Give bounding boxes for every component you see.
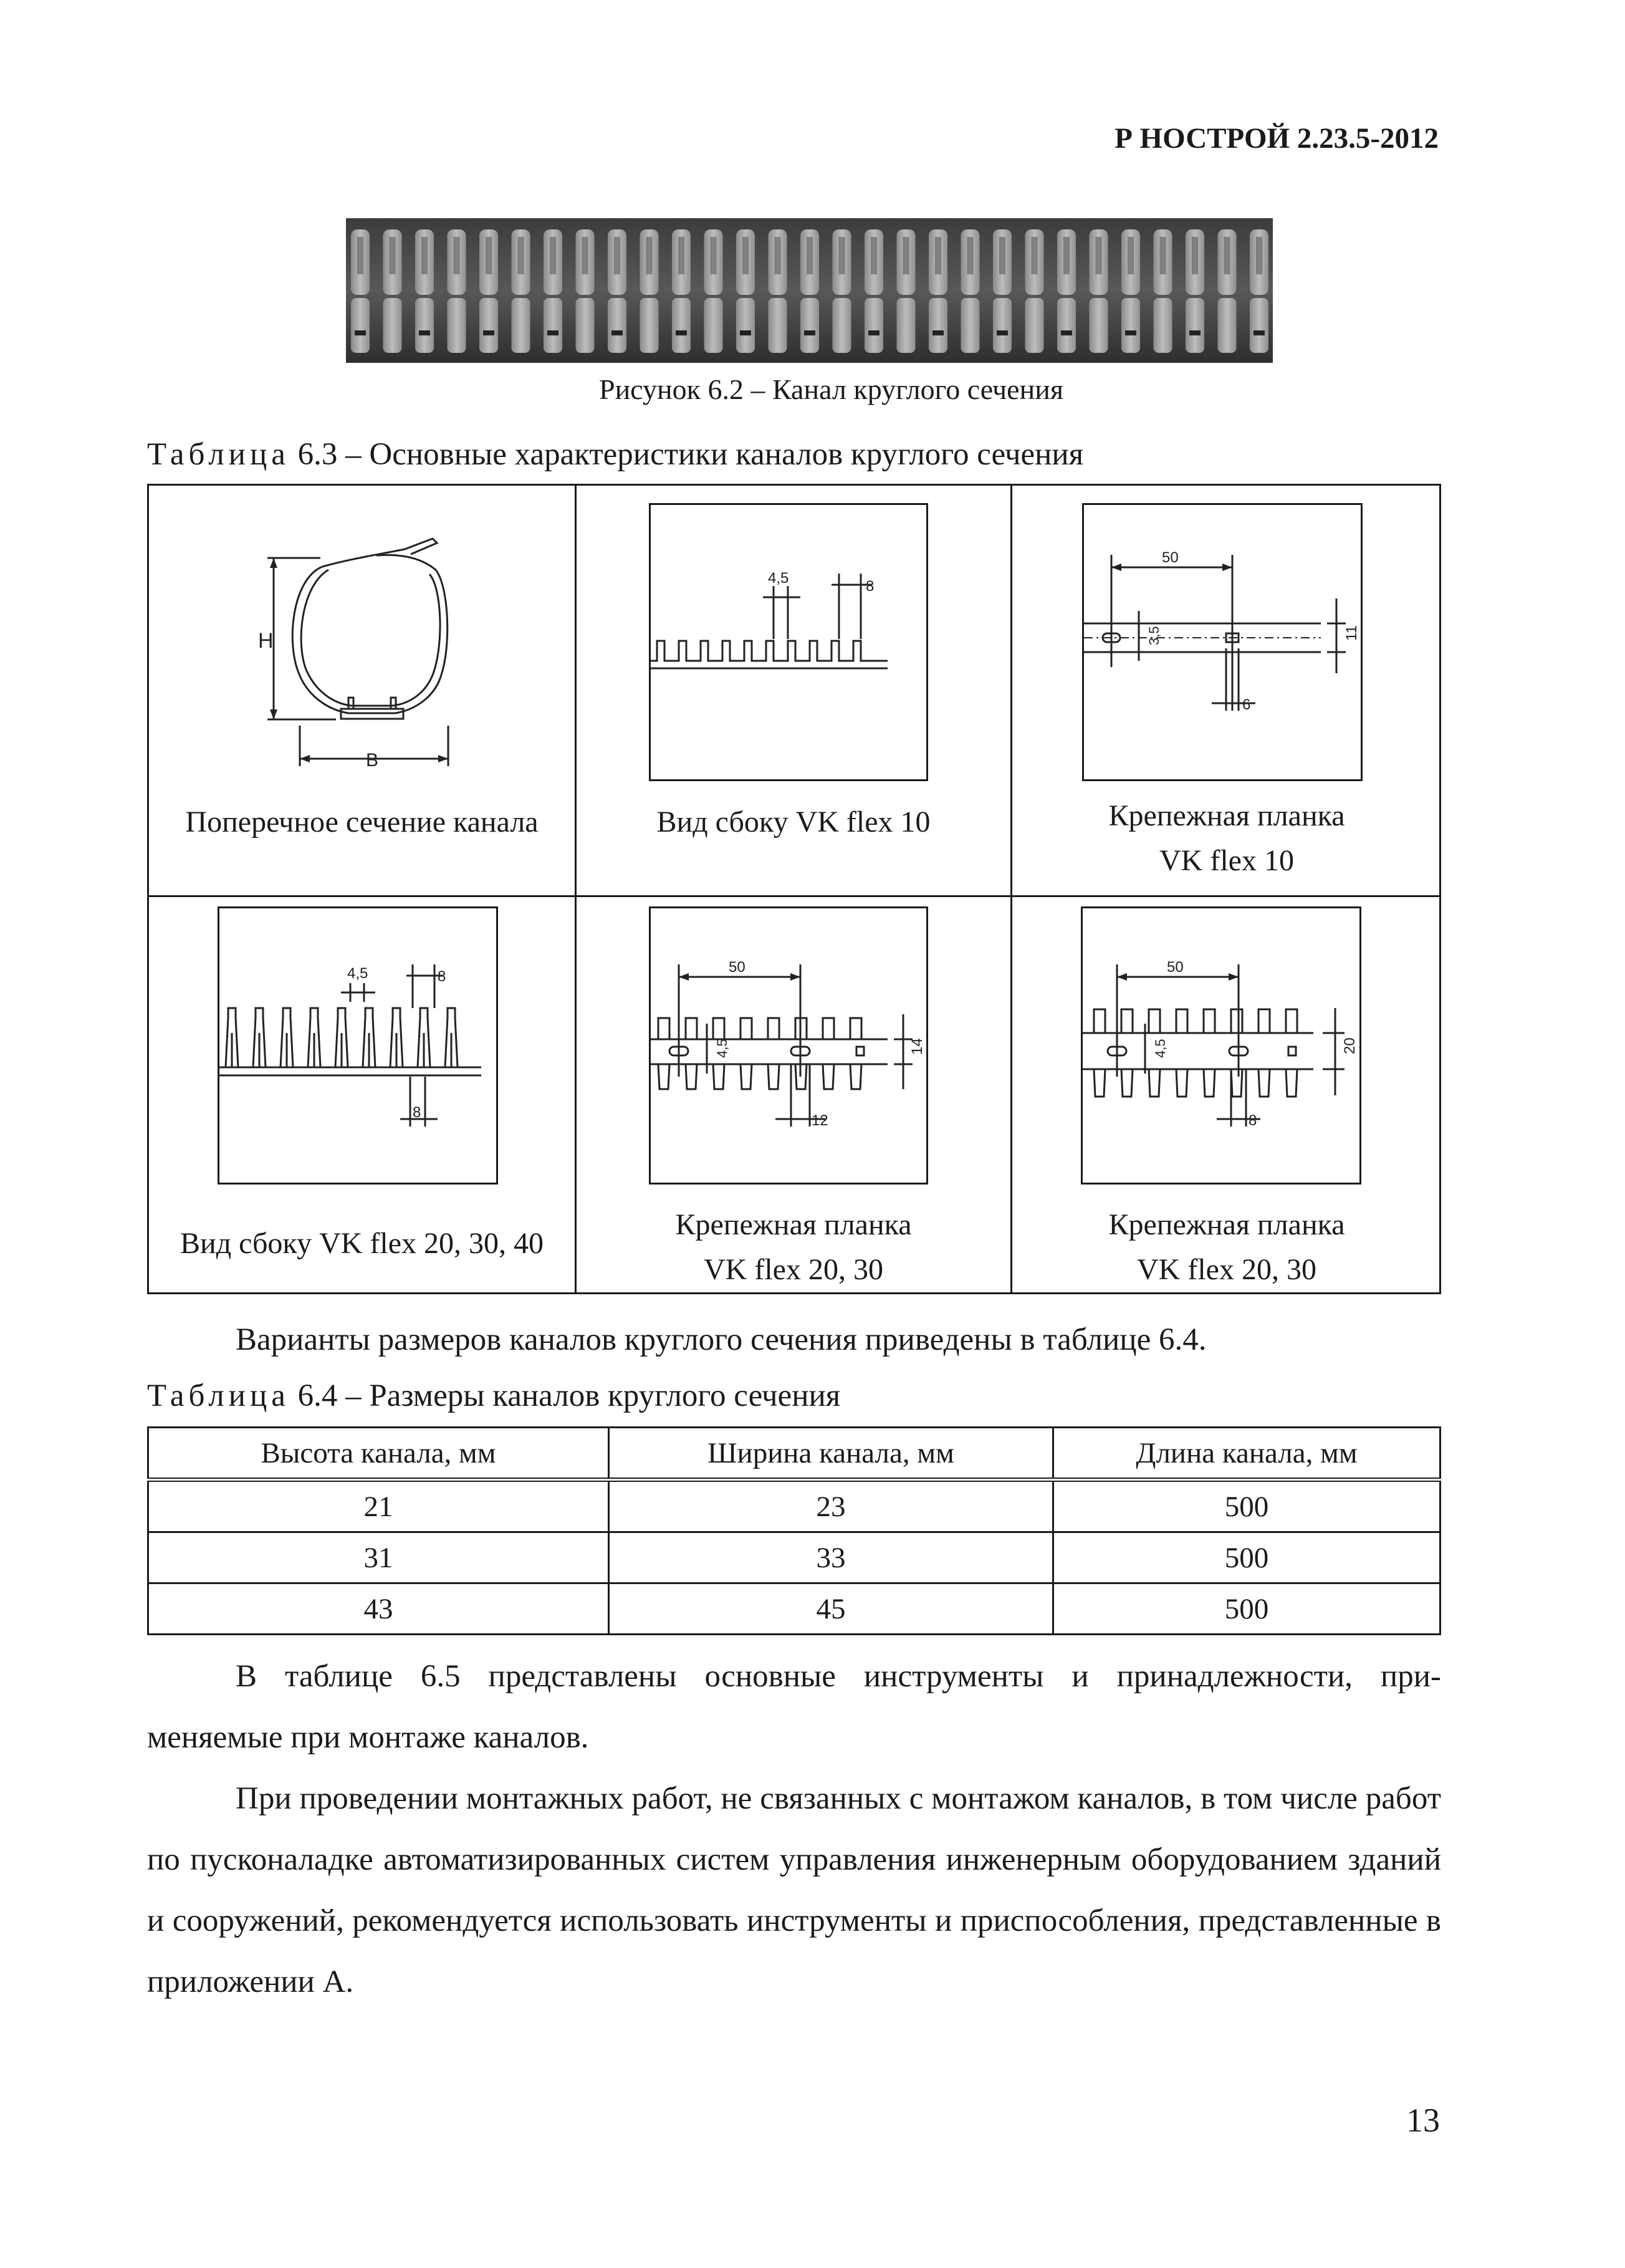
cell-height: 43: [148, 1583, 609, 1635]
cell-length: 500: [1053, 1480, 1440, 1532]
table-caption-prefix: Таблица: [147, 437, 290, 472]
paragraph-works: При проведении монтажных работ, не связанных с монтажом каналов, в том числе работ по пусконаладке автоматизированных систем управления инженерным оборудованием зданий и сооружений, рекомендуется использовать инструменты и приспособления, представленные в приложении А.: [147, 1781, 1441, 1999]
document-code: Р НОСТРОЙ 2.23.5-2012: [1114, 122, 1439, 155]
dim-label-4-5: 4,5: [1153, 1039, 1168, 1058]
dim-label-b: B: [366, 750, 379, 771]
drawing-frame: [218, 906, 498, 1184]
side-view-drawing: [651, 505, 926, 779]
strip-drawing: [651, 908, 926, 1183]
side-view-drawing: [219, 908, 496, 1183]
cell-caption-line-2: VK flex 20, 30: [1137, 1253, 1316, 1286]
drawing-frame: [1082, 503, 1363, 781]
table-caption-prefix: Таблица: [147, 1378, 290, 1413]
cell-caption: Поперечное сечение канала: [185, 805, 539, 838]
paragraph-tools-line-2: меняемые при монтаже каналов.: [147, 1720, 589, 1755]
cell-width: 23: [609, 1480, 1053, 1532]
cell-caption-line-1: Крепежная планка: [1108, 1208, 1345, 1241]
cell-side-view-10: [577, 486, 1010, 895]
cell-width: 45: [609, 1583, 1053, 1635]
table-row: [148, 1480, 1440, 1532]
strip-drawing: [1083, 908, 1359, 1183]
table-6-3: [147, 484, 1441, 1294]
cell-caption: Вид сбоку VK flex 20, 30, 40: [180, 1227, 544, 1260]
cell-caption-line-2: VK flex 10: [1159, 844, 1294, 877]
cell-side-view-20-30-40: [149, 897, 575, 1292]
table-caption-text: 6.3 – Основные характеристики каналов круглого сечения: [289, 437, 1084, 472]
table-6-4: [147, 1426, 1441, 1635]
page-number: 13: [1406, 2102, 1440, 2139]
table-6-4-caption: [147, 1378, 840, 1414]
dim-label-8: 8: [438, 968, 446, 985]
cell-length: 500: [1053, 1532, 1440, 1583]
cell-strip-20-30-a: [577, 897, 1010, 1292]
dim-label-4-5: 4,5: [768, 570, 789, 587]
cell-caption: Вид сбоку VK flex 10: [656, 805, 931, 838]
table-caption-text: 6.4 – Размеры каналов круглого сечения: [289, 1378, 841, 1413]
cell-length: 500: [1053, 1583, 1440, 1635]
cable-channel-photo: [346, 218, 1273, 363]
drawing-frame: [649, 906, 928, 1184]
table-row: [148, 1583, 1440, 1635]
paragraph-tools-line-1: В таблице 6.5 представлены основные инструменты и принадлежности, при-: [236, 1659, 1441, 1694]
dim-label-8: 8: [1249, 1112, 1257, 1129]
header-length: Длина канала, мм: [1053, 1428, 1440, 1480]
dim-label-6: 6: [1242, 696, 1251, 713]
dim-label-50: 50: [1162, 549, 1179, 566]
paragraph-tools: [147, 1646, 1441, 1768]
paragraph-variants: Варианты размеров каналов круглого сечения приведены в таблице 6.4.: [236, 1322, 1207, 1357]
dim-label-4-5: 4,5: [714, 1039, 730, 1058]
dim-label-20: 20: [1341, 1037, 1358, 1054]
header-width: Ширина канала, мм: [609, 1428, 1053, 1480]
dim-label-8: 8: [866, 578, 875, 595]
drawing-frame: [649, 503, 928, 781]
cell-width: 33: [609, 1532, 1053, 1583]
table-header-row: [148, 1428, 1440, 1480]
dim-label-4-5: 4,5: [347, 965, 368, 982]
cell-caption-line-1: Крепежная планка: [1108, 799, 1345, 832]
strip-drawing: [1084, 505, 1361, 779]
dim-label-11: 11: [1343, 625, 1360, 641]
dim-label-50: 50: [729, 959, 745, 976]
cross-section-drawing: [258, 511, 511, 772]
cell-height: 21: [148, 1480, 609, 1532]
drawing-frame: [1081, 906, 1361, 1184]
cell-strip-10: [1012, 486, 1441, 895]
cell-strip-20-30-b: [1012, 897, 1441, 1292]
cell-caption-line-2: VK flex 20, 30: [704, 1253, 883, 1286]
figure-caption: Рисунок 6.2 – Канал круглого сечения: [598, 373, 1063, 405]
cell-caption-line-1: Крепежная планка: [675, 1208, 912, 1241]
dim-label-8-bottom: 8: [413, 1104, 421, 1121]
dim-label-12: 12: [812, 1112, 828, 1129]
dim-label-3-5: 3,5: [1146, 626, 1162, 645]
cell-cross-section: [149, 486, 575, 895]
dim-label-50: 50: [1167, 959, 1184, 976]
dim-label-h: H: [258, 629, 274, 653]
table-6-3-caption: [147, 436, 1083, 473]
header-height: Высота канала, мм: [148, 1428, 609, 1480]
cell-height: 31: [148, 1532, 609, 1583]
dim-label-14: 14: [909, 1038, 926, 1055]
table-row: [148, 1532, 1440, 1583]
